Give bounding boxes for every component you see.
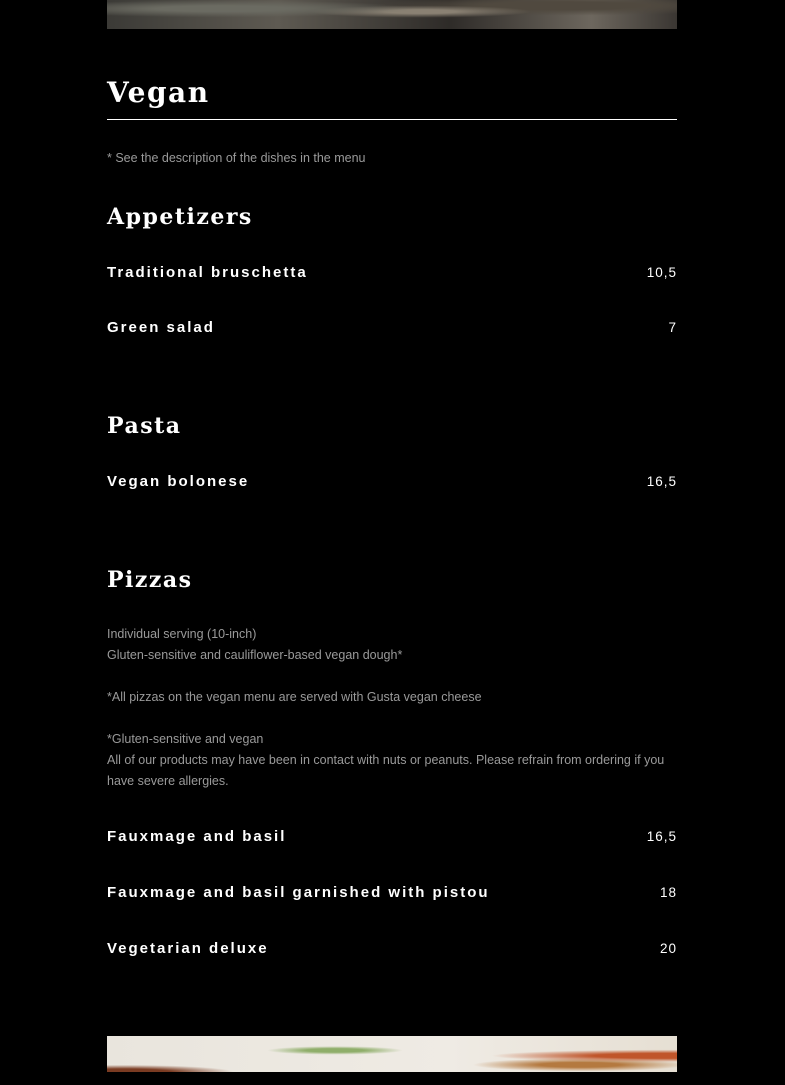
allergy-warning: All of our products may have been in contact with nuts or peanuts. Please refrain from ordering if you have severe allergies.: [107, 753, 665, 788]
menu-item-price: 16,5: [646, 828, 677, 844]
section-title-appetizers: Appetizers: [107, 204, 253, 230]
menu-item-name: Vegan bolonese: [107, 472, 250, 490]
menu-item-name: Vegetarian deluxe: [107, 939, 269, 957]
menu-item-price: 10,5: [646, 264, 677, 280]
section-title-pizzas: Pizzas: [107, 567, 193, 593]
menu-item-price: 18: [659, 884, 677, 900]
menu-item-price: 20: [659, 940, 677, 956]
section-title-pasta: Pasta: [107, 413, 182, 439]
menu-item: [107, 825, 677, 847]
menu-item-name: Traditional bruschetta: [107, 263, 308, 281]
menu-item: [107, 470, 677, 492]
pizza-description: [107, 624, 677, 792]
description-line: *Gluten-sensitive and vegan: [107, 732, 264, 746]
top-food-image: [107, 0, 677, 29]
menu-item: [107, 261, 677, 283]
menu-note: * See the description of the dishes in the menu: [107, 151, 366, 165]
menu-item-price: 7: [668, 319, 677, 335]
menu-item: [107, 316, 677, 338]
description-line: Gluten-sensitive and cauliflower-based vegan dough*: [107, 648, 403, 662]
menu-item-name: Fauxmage and basil garnished with pistou: [107, 883, 490, 901]
menu-title: Vegan: [107, 76, 210, 109]
menu-item: [107, 881, 677, 903]
menu-item: [107, 937, 677, 959]
menu-item-price: 16,5: [646, 473, 677, 489]
title-divider: [107, 119, 677, 120]
bottom-food-image: [107, 1036, 677, 1072]
menu-item-name: Green salad: [107, 318, 215, 336]
description-line: *All pizzas on the vegan menu are served with Gusta vegan cheese: [107, 690, 482, 704]
menu-item-name: Fauxmage and basil: [107, 827, 287, 845]
description-line: Individual serving (10-inch): [107, 627, 257, 641]
